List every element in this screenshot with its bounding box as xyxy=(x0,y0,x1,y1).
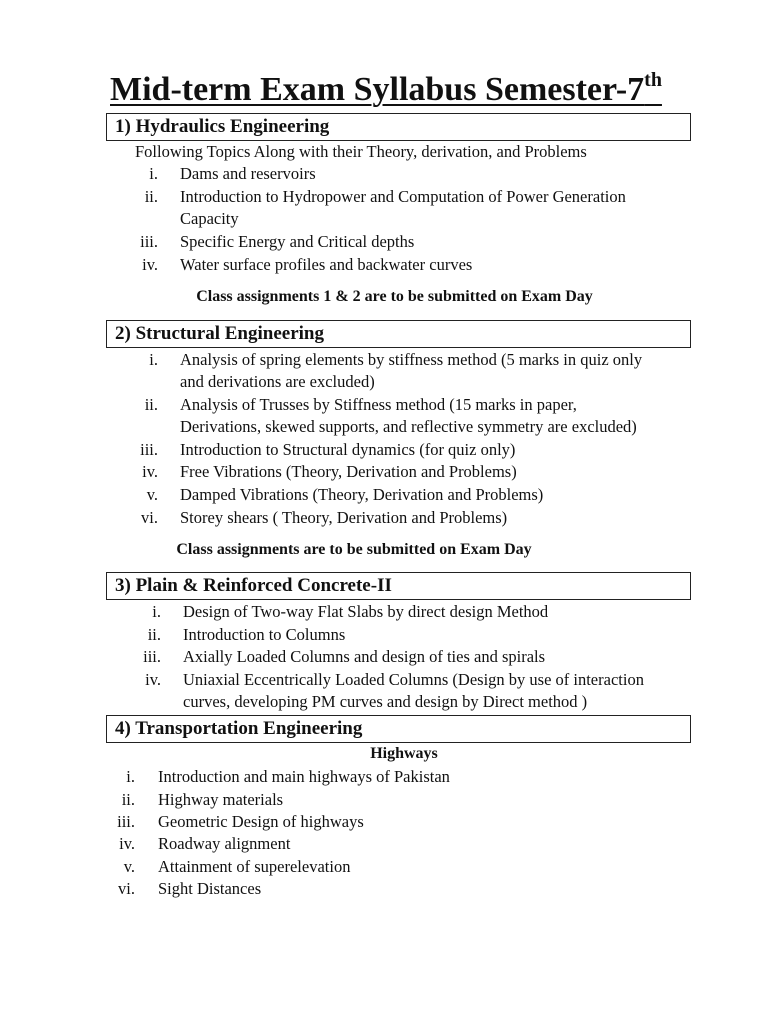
list-number: iii. xyxy=(143,647,161,666)
list-number: ii. xyxy=(121,790,135,809)
list-item: Introduction and main highways of Pakistan xyxy=(158,767,450,786)
list-number: i. xyxy=(149,350,158,369)
list-item-continued: and derivations are excluded) xyxy=(180,372,375,391)
list-number: iv. xyxy=(145,670,161,689)
list-item-continued: Capacity xyxy=(180,209,239,228)
list-item: Water surface profiles and backwater curves xyxy=(180,255,473,274)
list-item: Geometric Design of highways xyxy=(158,812,364,831)
list-number: v. xyxy=(123,857,135,876)
list-number: ii. xyxy=(144,187,158,206)
list-item: Analysis of Trusses by Stiffness method (15 marks in paper, xyxy=(180,395,577,414)
list-item: Specific Energy and Critical depths xyxy=(180,232,415,251)
list-item: Highway materials xyxy=(158,790,284,809)
section-heading-structural: 2) Structural Engineering xyxy=(106,320,691,348)
assignment-note: Class assignments 1 & 2 are to be submitted on Exam Day xyxy=(196,288,593,305)
list-item: Analysis of spring elements by stiffness method (5 marks in quiz only xyxy=(180,350,643,369)
list-number: vi. xyxy=(141,508,158,527)
list-number: i. xyxy=(152,602,161,621)
list-number: iv. xyxy=(119,834,135,853)
list-item: Dams and reservoirs xyxy=(180,164,316,183)
section-heading-hydraulics: 1) Hydraulics Engineering xyxy=(106,113,691,141)
list-number: iv. xyxy=(142,462,158,481)
list-item: Damped Vibrations (Theory, Derivation and Problems) xyxy=(180,485,544,504)
page-title: Mid-term Exam Syllabus Semester-7th xyxy=(110,69,662,108)
list-item: Introduction to Structural dynamics (for quiz only) xyxy=(180,440,516,459)
list-item: Introduction to Hydropower and Computation of Power Generation xyxy=(180,187,626,206)
list-item: Introduction to Columns xyxy=(183,625,346,644)
list-number: iv. xyxy=(142,255,158,274)
list-item: Axially Loaded Columns and design of ties and spirals xyxy=(183,647,546,666)
subheading-highways: Highways xyxy=(370,745,438,762)
list-item: Uniaxial Eccentrically Loaded Columns (Design by use of interaction xyxy=(183,670,644,689)
list-number: ii. xyxy=(144,395,158,414)
list-number: i. xyxy=(149,164,158,183)
list-number: v. xyxy=(146,485,158,504)
section-intro: Following Topics Along with their Theory, derivation, and Problems xyxy=(135,142,587,161)
title-superscript: th xyxy=(644,69,662,91)
list-item: Storey shears ( Theory, Derivation and Problems) xyxy=(180,508,508,527)
list-item-continued: Derivations, skewed supports, and reflective symmetry are excluded) xyxy=(180,417,637,436)
section-heading-concrete: 3) Plain & Reinforced Concrete-II xyxy=(106,572,691,600)
list-number: iii. xyxy=(117,812,135,831)
list-number: ii. xyxy=(147,625,161,644)
list-number: iii. xyxy=(140,440,158,459)
list-item: Roadway alignment xyxy=(158,834,291,853)
assignment-note: Class assignments are to be submitted on Exam Day xyxy=(176,541,532,558)
list-number: vi. xyxy=(118,879,135,898)
list-item: Attainment of superelevation xyxy=(158,857,351,876)
list-number: i. xyxy=(126,767,135,786)
section-heading-transportation: 4) Transportation Engineering xyxy=(106,715,691,743)
list-item: Sight Distances xyxy=(158,879,262,898)
list-number: iii. xyxy=(140,232,158,251)
list-item-continued: curves, developing PM curves and design by Direct method ) xyxy=(183,692,588,711)
list-item: Free Vibrations (Theory, Derivation and Problems) xyxy=(180,462,517,481)
list-item: Design of Two-way Flat Slabs by direct design Method xyxy=(183,602,549,621)
